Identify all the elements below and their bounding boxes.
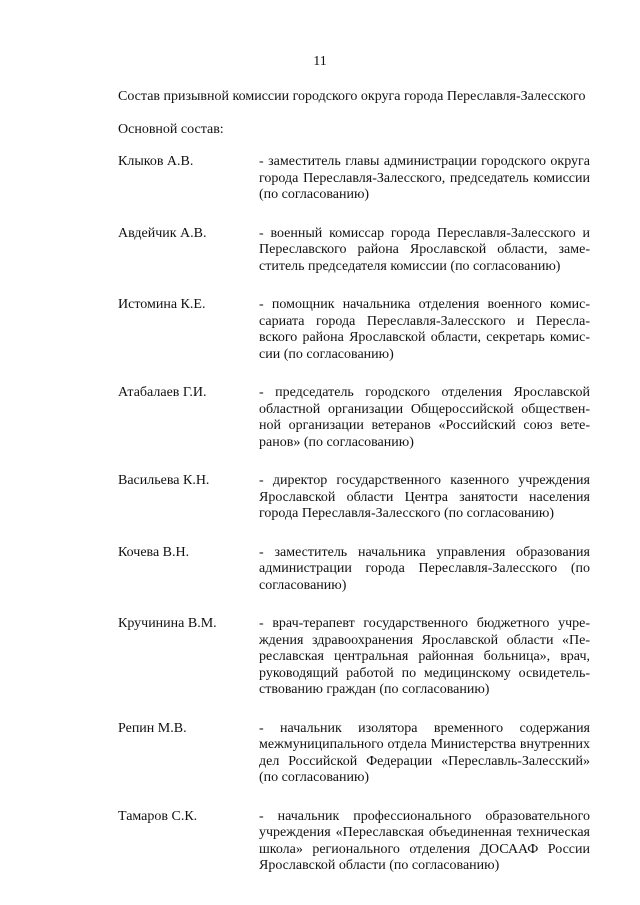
member-role: - врач-терапевт государственного бюджетного учреждения здравоохранения Ярославской области «Переславская центральная районная больница», врач, руководящий работой по медицинскому освидетельствованию граждан (по согласованию) (259, 616, 590, 697)
member-entry (118, 385, 590, 451)
member-entry (118, 297, 590, 363)
member-entry (118, 154, 590, 204)
member-entry (118, 721, 590, 787)
member-entry (118, 545, 590, 595)
member-name: Кручинина В.М. (118, 616, 217, 631)
page-number: 11 (313, 54, 327, 69)
member-name: Атабалаев Г.И. (118, 385, 207, 400)
member-role: - заместитель главы администрации городского округа города Переславля-Залесского, председатель комиссии (по согласованию) (259, 154, 590, 202)
member-name: Репин М.В. (118, 720, 187, 736)
member-name: Авдейчик А.В. (118, 225, 207, 241)
member-entry (118, 226, 590, 276)
member-role: - директор государственного казенного учреждения Ярославской области Центра занятости населения города Переславля-Залесского (по согласованию) (259, 473, 590, 521)
section-label: Основной состав: (118, 122, 224, 137)
member-role: - заместитель начальника управления образования администрации города Переславля-Залесского (по согласованию) (259, 544, 590, 593)
member-entry (118, 616, 590, 699)
member-name: Тамаров С.К. (118, 808, 198, 824)
member-entry (118, 809, 590, 875)
member-role: - председатель городского отделения Ярославской областной организации Общероссийской общественной организации ветеранов «Российский союз ветеранов» (по согласованию) (259, 385, 590, 450)
member-name: Кочева В.Н. (118, 544, 190, 560)
member-role: - начальник профессионального образовательного учреждения «Переславская объединенная техническая школа» регионального отделения ДОСААФ России Ярославской области (по согласованию) (259, 808, 590, 873)
member-name: Истомина К.Е. (118, 297, 206, 312)
member-name: Клыков А.В. (118, 154, 194, 169)
member-entry (118, 473, 590, 523)
member-role: - помощник начальника отделения военного комиссариата города Переславля-Залесского и Переславского района Ярославской области, секретарь комиссии (по согласованию) (259, 297, 590, 362)
member-name: Васильева К.Н. (118, 473, 210, 488)
document-title: Состав призывной комиссии городского округа города Переславля-Залесского (118, 89, 586, 104)
member-role: - начальник изолятора временного содержания межмуниципального отдела Министерства внутренних дел Российской Федерации «Переславль-Залесский» (по согласованию) (259, 720, 590, 785)
member-role: - военный комиссар города Переславля-Залесского и Переславского района Ярославской области, заместитель председателя комиссии (по согласованию) (259, 225, 590, 274)
member-list (118, 154, 590, 875)
